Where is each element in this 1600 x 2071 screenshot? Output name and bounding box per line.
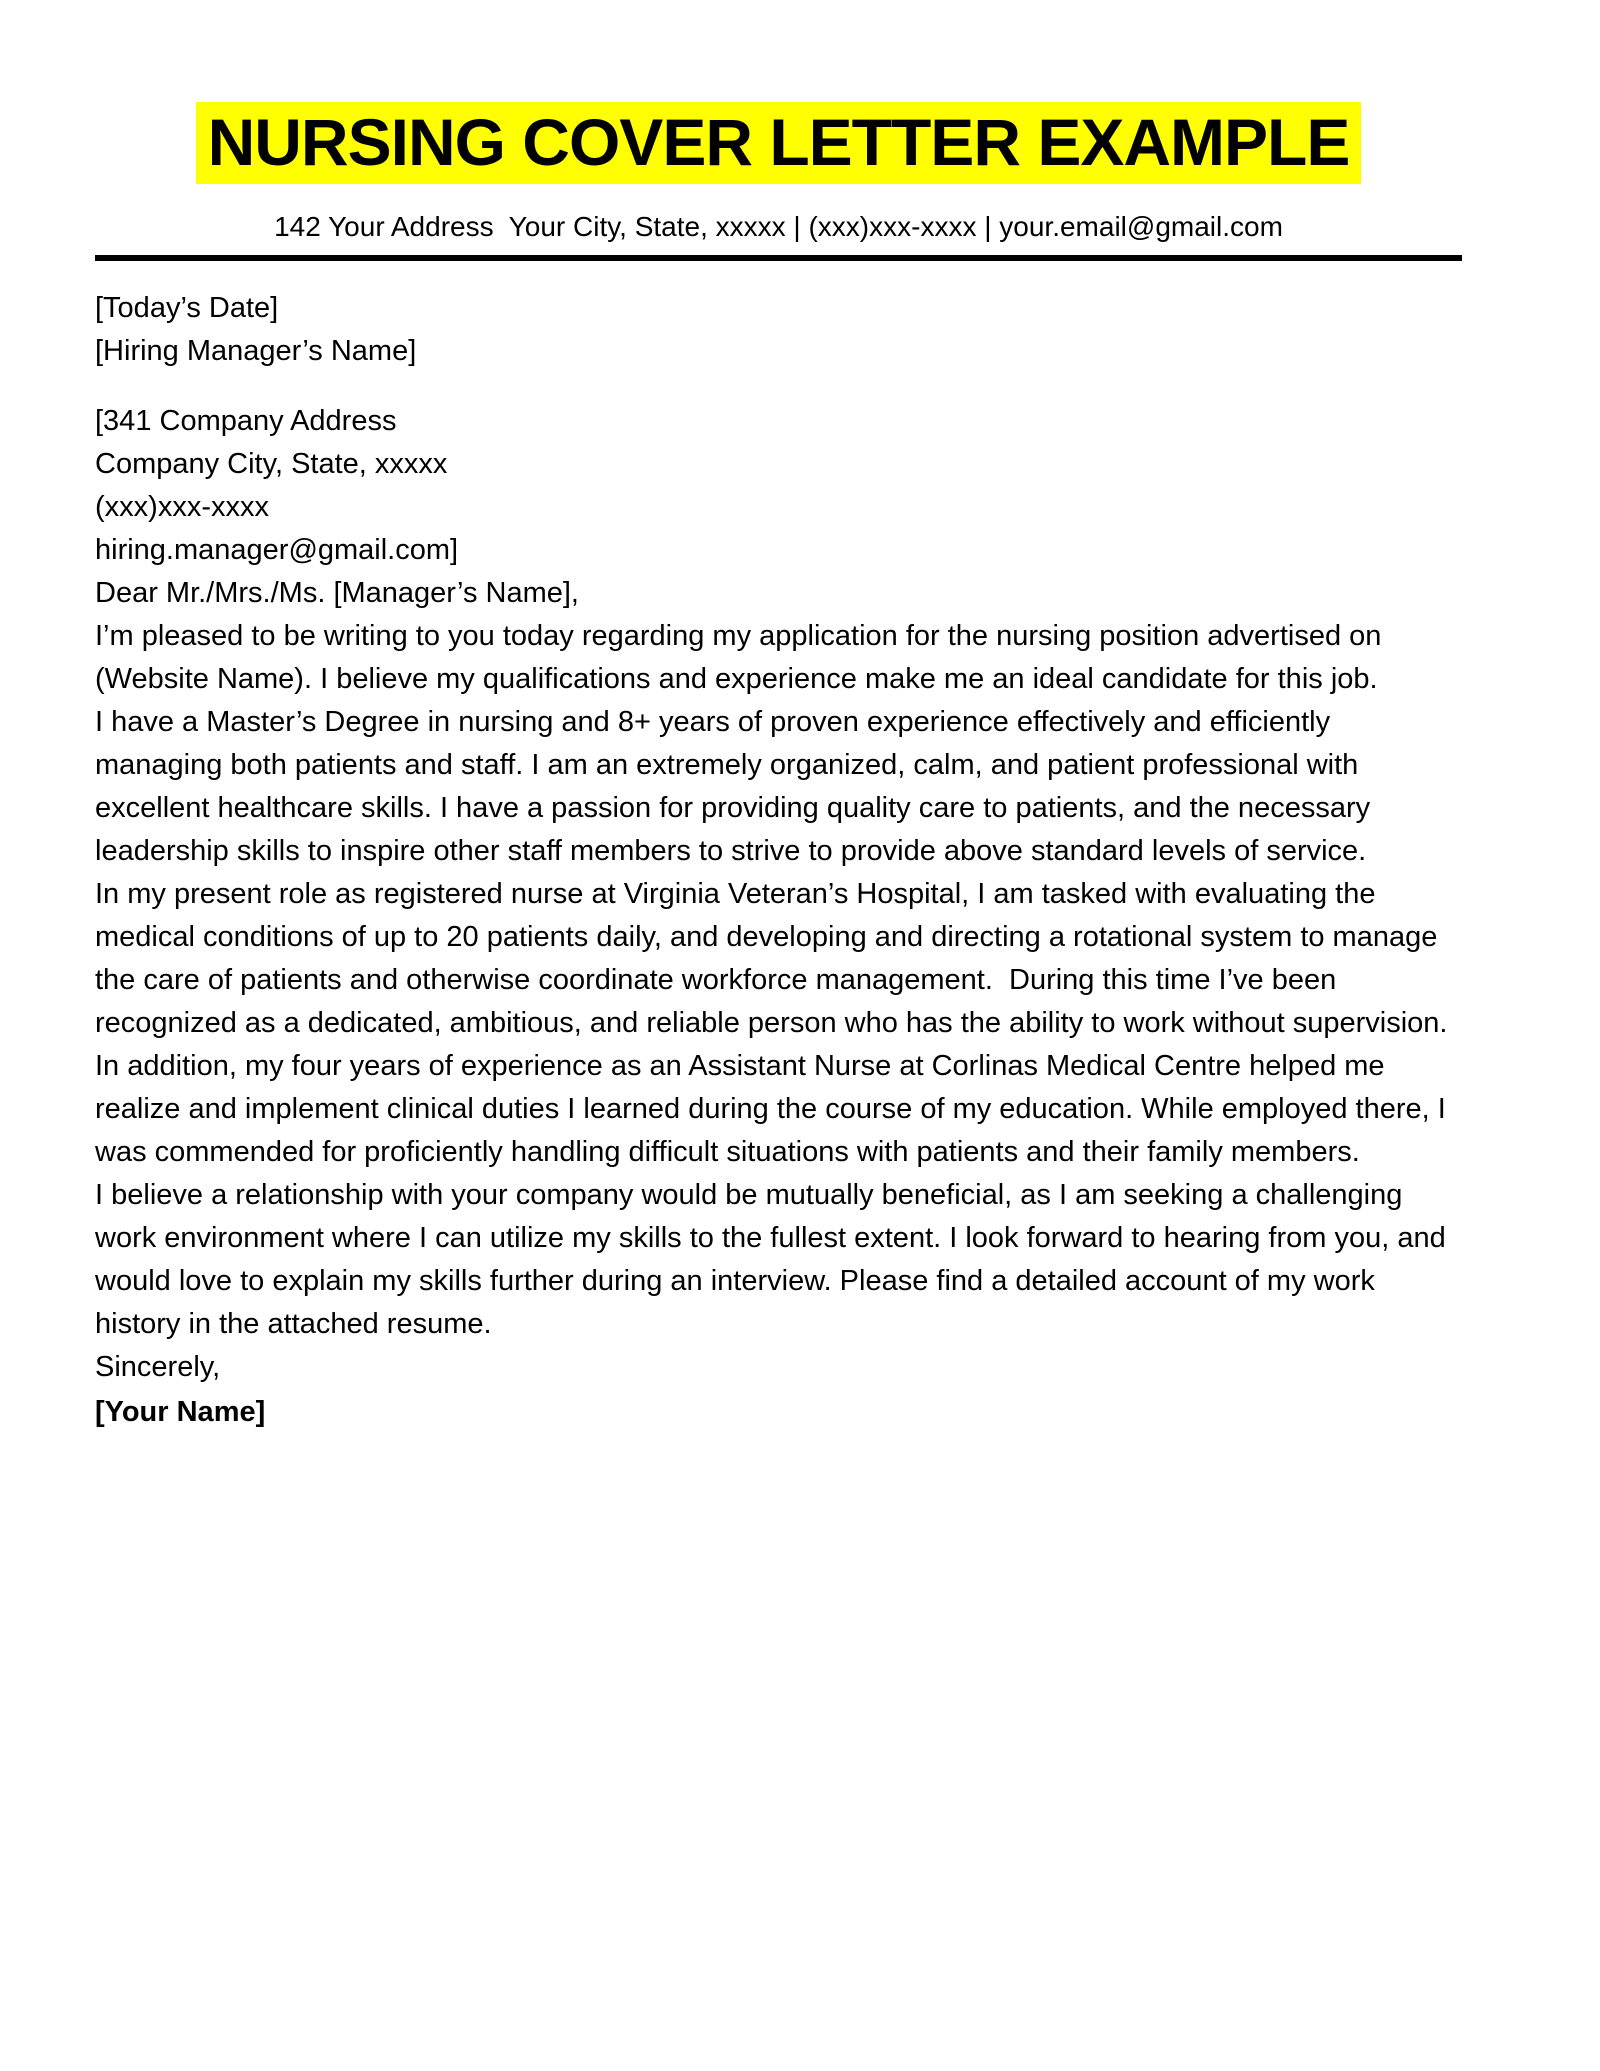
company-city-line: Company City, State, xxxxx	[95, 448, 448, 480]
hiring-manager-name-line: [Hiring Manager’s Name]	[95, 335, 417, 367]
body-paragraph-2: I have a Master’s Degree in nursing and 8+ years of proven experience effectively and efficiently managing both patients and staff. I am an extremely organized, calm, and patient professional with excellent healthcare skills. I have a passion for providing quality care to patients, and the necessary leadership skills to inspire other staff members to strive to provide above standard levels of service.	[95, 706, 1379, 867]
company-address-line: [341 Company Address	[95, 405, 397, 437]
signature-placeholder: [Your Name]	[95, 1396, 266, 1428]
closing-line: Sincerely,	[95, 1351, 221, 1383]
body-paragraph-4: In addition, my four years of experience as an Assistant Nurse at Corlinas Medical Centre helped me realize and implement clinical duties I learned during the course of my education. While employed there, I was commended for proficiently handling difficult situations with patients and their family members.	[95, 1050, 1454, 1168]
header-divider	[95, 255, 1462, 261]
body-paragraph-5: I believe a relationship with your company would be mutually beneficial, as I am seeking a challenging work environment where I can utilize my skills to the fullest extent. I look forward to hearing from you, and would love to explain my skills further during an interview. Please find a detailed account of my work history in the attached resume.	[95, 1179, 1454, 1340]
page-title	[95, 102, 1462, 184]
salutation: Dear Mr./Mrs./Ms. [Manager’s Name],	[95, 577, 579, 609]
company-email-line: hiring.manager@gmail.com]	[95, 534, 459, 566]
date-placeholder-line: [Today’s Date]	[95, 292, 279, 324]
letter-header	[95, 102, 1462, 261]
contact-info-line: 142 Your Address Your City, State, xxxxx | (xxx)xxx-xxxx | your.email@gmail.com	[274, 211, 1283, 242]
body-paragraph-3: In my present role as registered nurse at Virginia Veteran’s Hospital, I am tasked with evaluating the medical conditions of up to 20 patients daily, and developing and directing a rotational system to manage the care of patients and otherwise coordinate workforce management. During this time I’ve been recognized as a dedicated, ambitious, and reliable person who has the ability to work without supervision.	[95, 878, 1448, 1039]
body-paragraph-1: I’m pleased to be writing to you today regarding my application for the nursing position advertised on (Website Name). I believe my qualifications and experience make me an ideal candidate for this job.	[95, 620, 1390, 695]
company-phone-line: (xxx)xxx-xxxx	[95, 491, 269, 523]
letter-body	[95, 287, 1462, 1434]
title-highlight: NURSING COVER LETTER EXAMPLE	[196, 102, 1362, 184]
company-address-block	[95, 400, 1462, 572]
